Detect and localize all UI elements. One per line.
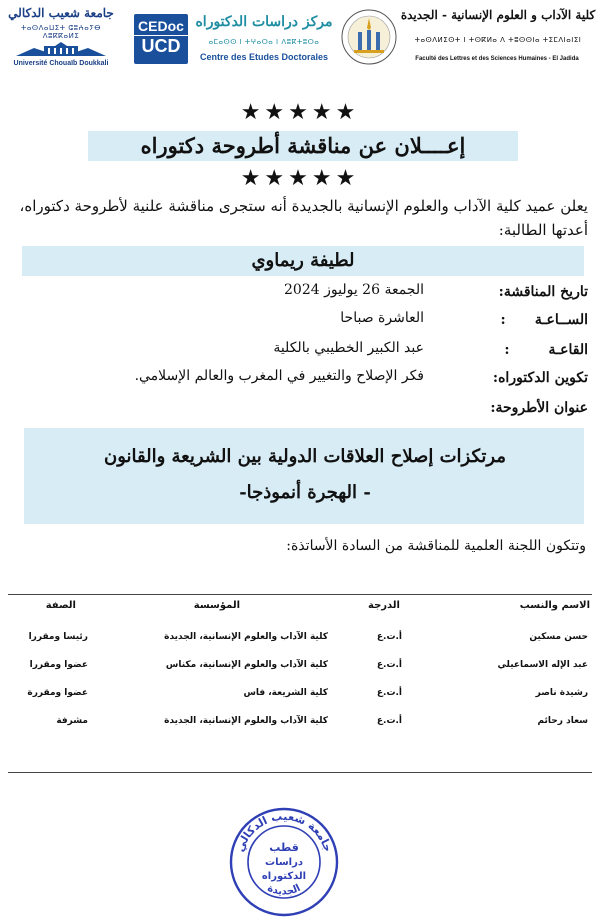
university-name-tifinagh: ⵜⴰⵙⴷⴰⵡⵉⵜ ⵛⵓⵄⴰⵢⴱ ⴷⵓⴽⴽⴰⵍⵉ: [21, 24, 101, 40]
committee-role-4: مشرفة: [56, 716, 88, 726]
header-name: الاسم والنسب: [519, 600, 590, 611]
announcement-title: إعــــلان عن مناقشة أطروحة دكتوراه: [140, 133, 466, 158]
official-stamp-icon: [228, 806, 340, 918]
committee-name-2: عبد الإله الاسماعيلي: [497, 660, 588, 670]
header-role: الصفة: [45, 600, 76, 611]
cedoc-logo: [134, 14, 188, 64]
committee-institution-3: كلية الشريعة، فاس: [243, 688, 328, 698]
committee-role-1: رئيسا ومقررا: [28, 632, 88, 642]
faculty-name-ar: كلية الآداب و العلوم الإنسانية - الجديدة: [400, 8, 596, 22]
detail-label-time: الســاعـة :: [500, 312, 588, 328]
stamp-line3: الدكتوراه: [261, 871, 307, 882]
cedoc-name-fr: Centre des Etudes Doctorales: [199, 52, 329, 62]
header: [0, 0, 600, 80]
detail-value-program: فكر الإصلاح والتغيير في المغرب والعالم الإسلامي.: [134, 368, 424, 384]
stamp-bottom-text: الجديدة: [265, 882, 303, 898]
detail-value-date: الجمعة 26 يوليوز 2024: [284, 282, 424, 298]
cedoc-name-tifinagh: ⴰⵎⴰⵙⵙ ⵏ ⵜⵖⴰⵔⴰ ⵏ ⴷⵓⴽⵜⵓⵔⴰ: [208, 38, 320, 46]
committee-rank-4: أ.ت.ع: [376, 716, 402, 726]
detail-value-room: عبد الكبير الخطيبي بالكلية: [273, 340, 424, 356]
stars-top: ★★★★★: [240, 100, 360, 125]
thesis-band: [24, 428, 584, 524]
committee-role-3: عضوا ومقررة: [27, 688, 88, 698]
table-top-rule: [8, 594, 592, 595]
stars-bottom: ★★★★★: [240, 166, 360, 191]
cedoc-name-ar: مركز دراسات الدكتوراه: [195, 14, 333, 30]
university-name-fr: Université Chouaïb Doukkali: [13, 60, 109, 67]
detail-label-room: القاعـة :: [504, 342, 588, 358]
header-institution: المؤسسة: [193, 600, 240, 611]
thesis-title-line2: - الهجرة أنموذجا-: [239, 482, 371, 503]
committee-rank-1: أ.ت.ع: [376, 632, 402, 642]
committee-rank-3: أ.ت.ع: [376, 688, 402, 698]
ucd-logo-text: UCD: [134, 35, 188, 57]
university-logo-icon: [16, 36, 106, 58]
committee-intro: وتتكون اللجنة العلمية للمناقشة من السادة الأساتذة:: [286, 538, 586, 554]
detail-value-time: العاشرة صباحا: [340, 310, 424, 326]
header-rank: الدرجة: [368, 600, 400, 611]
committee-institution-2: كلية الآداب والعلوم الإنسانية، مكناس: [165, 660, 328, 670]
candidate-name: لطيفة ريماوي: [251, 250, 355, 271]
faculty-name-fr: Faculté des Lettres et des Sciences Humaines - El Jadida: [415, 56, 579, 62]
intro-paragraph: يعلن عميد كلية الآداب والعلوم الإنسانية بالجديدة أنه ستجرى مناقشة علنية لأطروحة دكتوراه، أعدتها الطالبة:: [19, 197, 588, 239]
committee-name-1: حسن مسكين: [529, 632, 588, 642]
committee-name-3: رشيدة ناصر: [535, 688, 588, 698]
detail-label-date: تاريخ المناقشة:: [498, 284, 588, 300]
faculty-name-tifinagh: ⵜⴰⵙⴷⵍⵉⵙⵜ ⵏ ⵜⵙⴽⵍⴰ ⴷ ⵜⵓⵙⵙⵏⴰ ⵜⵉⵎⴷⵏⴰⵏⵉⵏ: [414, 36, 582, 44]
cedoc-logo-text: CEDoc: [138, 18, 184, 34]
stamp-line2: دراسات: [265, 857, 303, 868]
stamp-outer-text: جامعة شعيب الدكالي: [233, 809, 335, 854]
thesis-title-line1: مرتكزات إصلاح العلاقات الدولية بين الشريعة والقانون: [103, 446, 507, 467]
detail-label-program: تكوين الدكتوراه:: [492, 370, 588, 386]
committee-institution-4: كلية الآداب والعلوم الإنسانية، الجديدة: [164, 716, 328, 726]
committee-name-4: سعاد رحائم: [537, 716, 588, 726]
university-name-ar: جامعة شعيب الدكالي: [8, 6, 114, 20]
faculty-logo-icon: [340, 8, 398, 66]
table-bottom-rule: [8, 772, 592, 773]
committee-role-2: عضوا ومقررا: [29, 660, 88, 670]
detail-label-thesis: عنوان الأطروحة:: [490, 400, 588, 416]
stamp-line1: قطب: [269, 841, 299, 854]
committee-rank-2: أ.ت.ع: [376, 660, 402, 670]
committee-institution-1: كلية الآداب والعلوم الإنسانية، الجديدة: [164, 632, 328, 642]
